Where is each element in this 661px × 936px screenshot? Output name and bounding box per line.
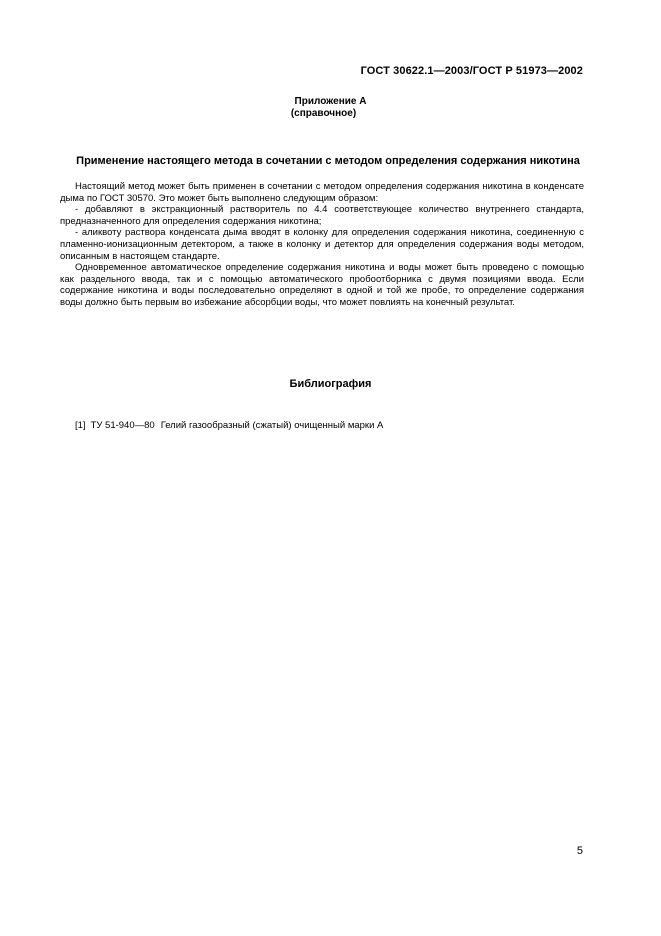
annex-title: Приложение А xyxy=(294,96,367,107)
list-item: - добавляют в экстракционный растворитель по 4.4 соответствующее количество внутреннего стандарта, предназначенного для определения содержания никотина; xyxy=(60,204,584,227)
section-title: Применение настоящего метода в сочетании с методом определения содержания никотина xyxy=(76,155,580,167)
bibliography-item xyxy=(75,420,383,431)
reference-description: Гелий газообразный (сжатый) очищенный марки А xyxy=(160,420,384,431)
bibliography-title: Библиография xyxy=(289,378,372,390)
paragraph: Настоящий метод может быть применен в сочетании с методом определения содержания никотина в конденсате дыма по ГОСТ 30570. Это может быть выполнено следующим образом: xyxy=(60,181,584,204)
reference-code: ТУ 51-940—80 xyxy=(90,420,155,431)
section-body xyxy=(60,181,584,309)
paragraph: Одновременное автоматическое определение содержания никотина и воды может быть проведено с помощью как раздельного ввода, так и с помощью автоматического пробоотборника с двумя позициями ввода. Если содержание никотина и воды последовательно определяют в одной и той же пробе, то определение содержания воды должно быть первым во избежание абсорбции воды, что может повлиять на конечный результат. xyxy=(60,262,584,308)
annex-subtitle: (справочное) xyxy=(290,108,357,119)
page-number: 5 xyxy=(576,845,583,857)
standard-code-header: ГОСТ 30622.1—2003/ГОСТ Р 51973—2002 xyxy=(360,65,583,77)
reference-number: [1] xyxy=(75,420,86,431)
annex-heading xyxy=(0,96,661,120)
list-item: - аликвоту раствора конденсата дыма вводят в колонку для определения содержания никотина, соединенную с пламенно-ионизационным детектором, а также в колонку и детектор для определения содержания воды методом, описанным в настоящем стандарте. xyxy=(60,227,584,262)
bibliography-list xyxy=(75,420,383,431)
